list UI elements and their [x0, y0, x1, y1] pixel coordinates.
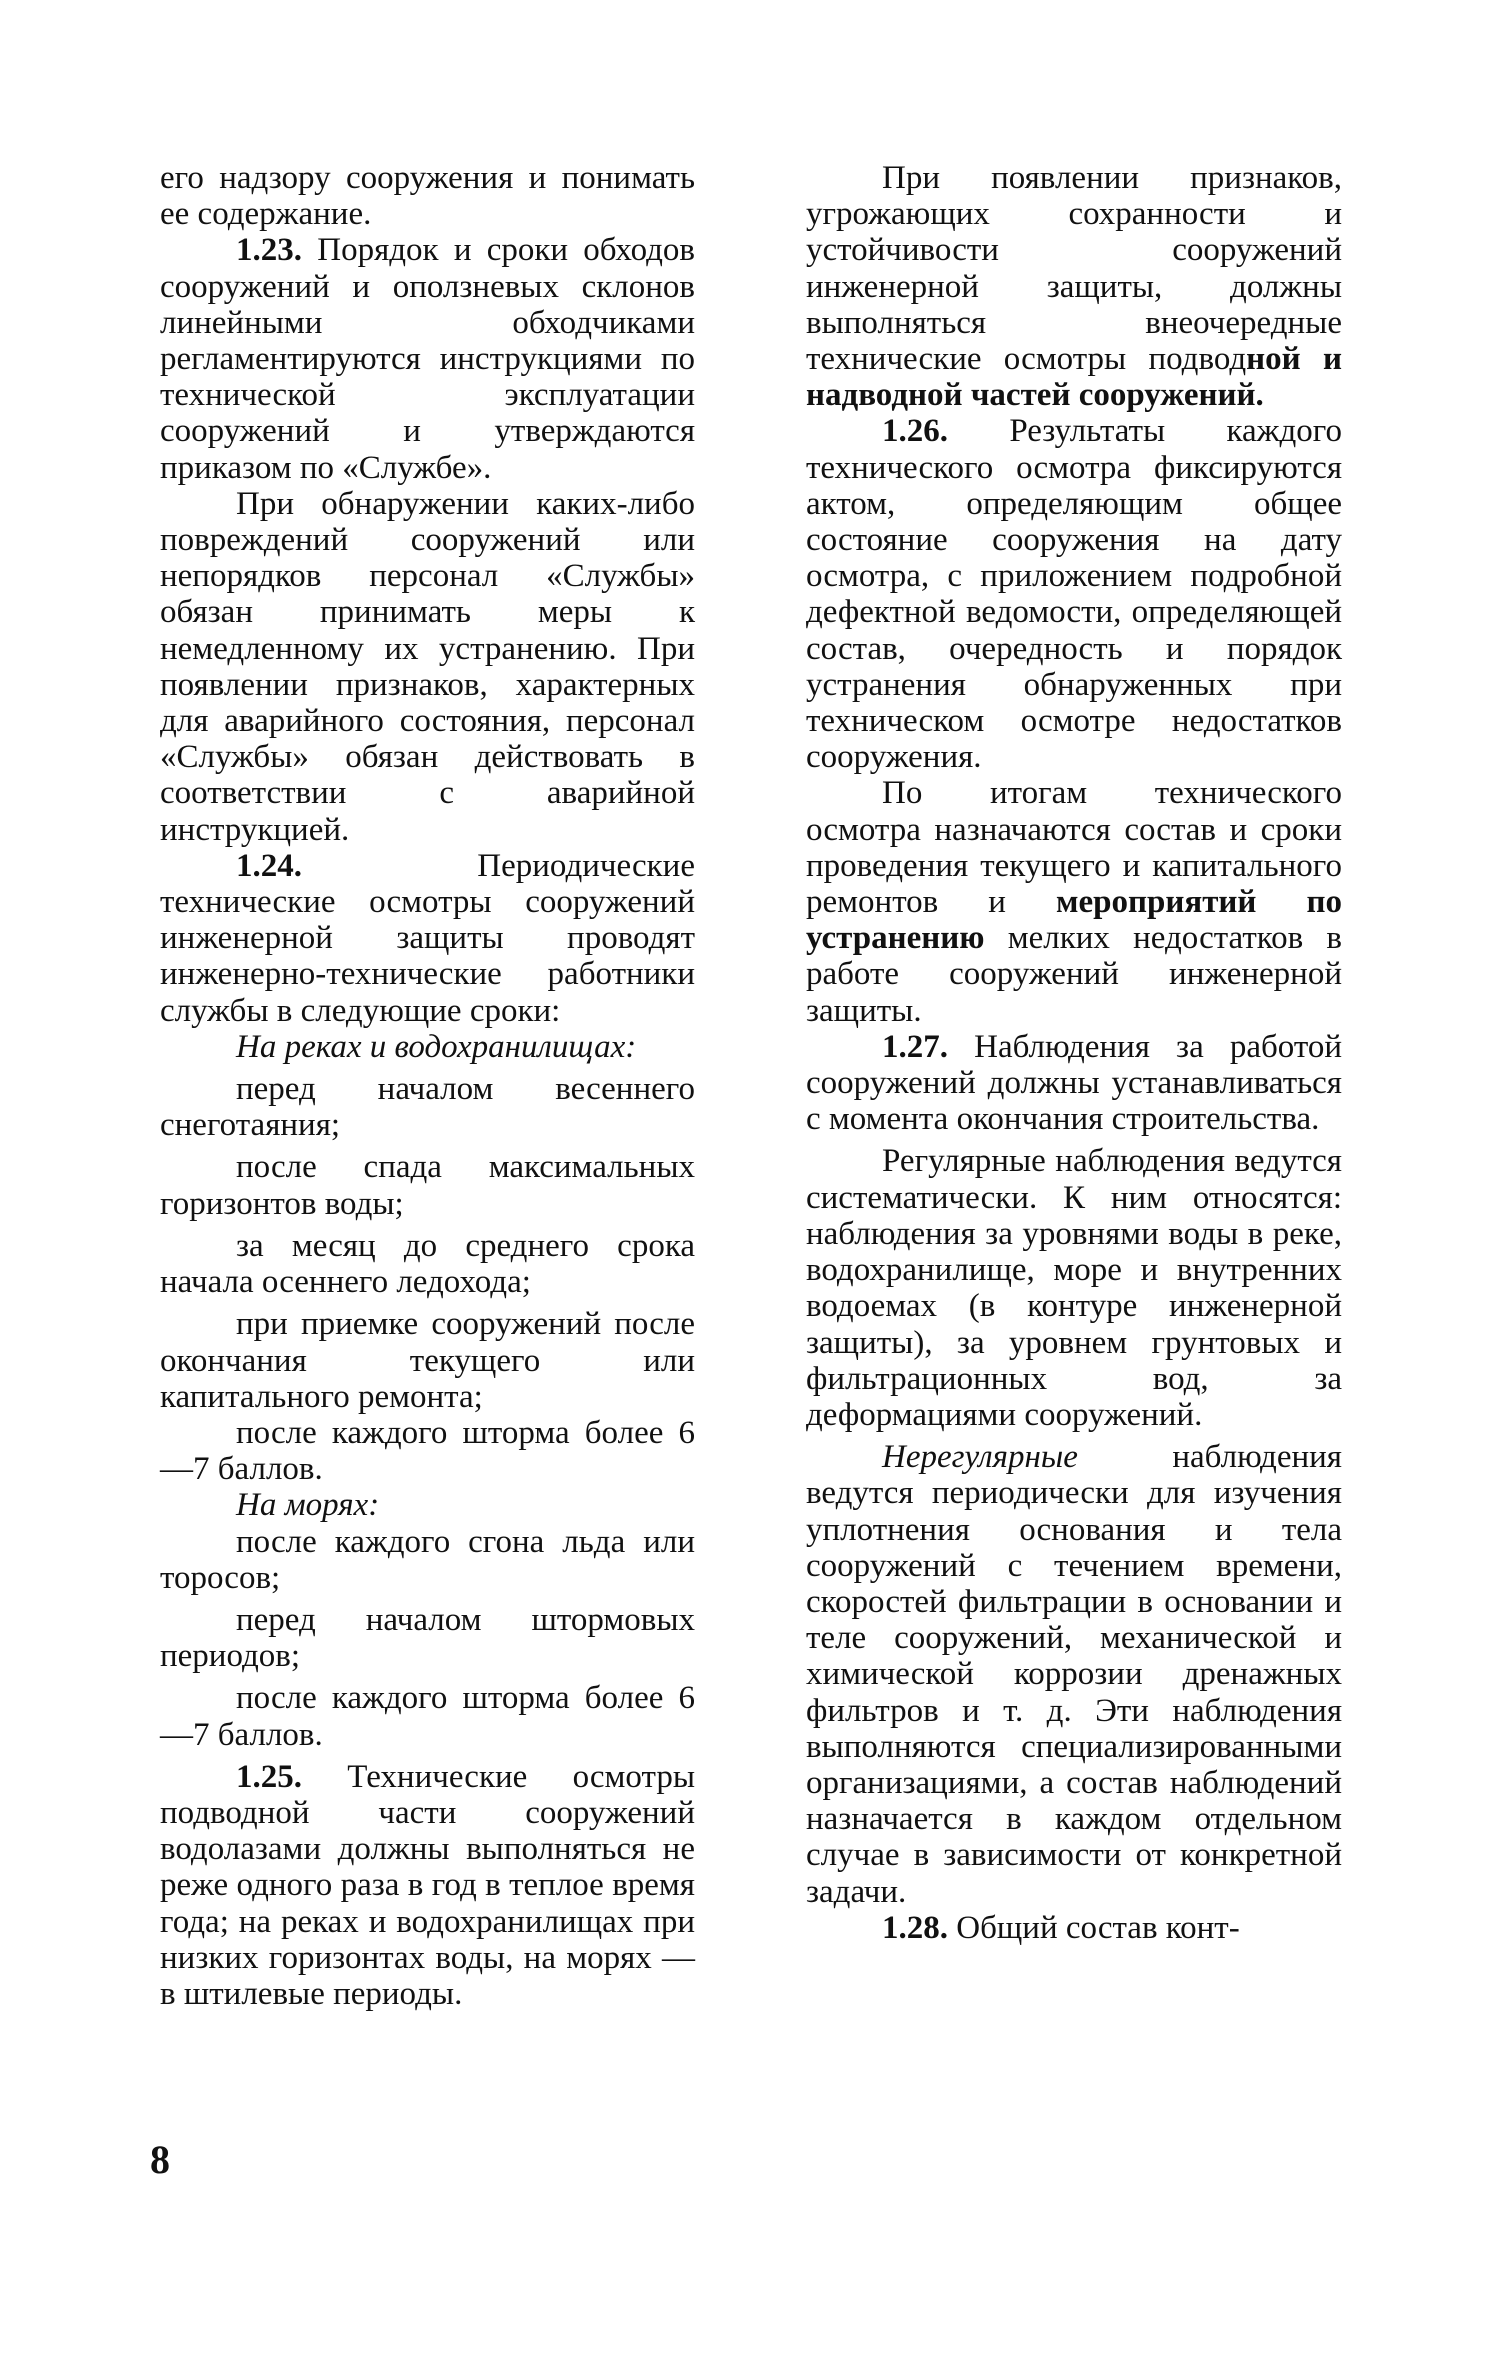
paragraph-text-bold: мероприятий по устранению [806, 884, 1342, 957]
paragraph-signs [806, 160, 1342, 413]
list-item: при приемке сооружений после окончания текущего или капитального ремонта; [160, 1306, 695, 1415]
list-item: перед началом весеннего снеготаяния; [160, 1071, 695, 1144]
seas-heading: На морях: [236, 1487, 380, 1524]
list-item: перед началом штормовых периодов; [160, 1601, 695, 1675]
section-number: 1.28. [882, 1909, 948, 1946]
paragraph-damage: При обнаружении каких-либо повреждений сооружений или непорядков персонал «Службы» обязан принимать меры к немедленному их устранению. При появлении признаков, характерных для аварийного состояния, персонал «Службы» обязан действовать в соответствии с аварийной инструкцией. [160, 485, 695, 848]
section-number: 1.26. [882, 413, 948, 450]
paragraph-text: мелких недостатков в работе сооружений инженерной защиты. [806, 920, 1342, 1029]
left-column [160, 160, 695, 2012]
paragraph-text-bold: ной и надводной частей сооружений. [806, 341, 1342, 414]
section-text: Периодические технические осмотры сооружений инженерной защиты проводят инженерно-технические работники службы в следующие сроки: [160, 847, 695, 1029]
section-1-24 [160, 848, 695, 1029]
right-column [806, 160, 1342, 1946]
paragraph-continuation: его надзору сооружения и понимать ее содержание. [160, 160, 695, 233]
section-text: Технические осмотры подводной части сооружений водолазами должны выполняться не реже одного раза в год в теплое время года; на реках и водохранилищах при низких горизонтах воды, на морях — в штилевые периоды. [160, 1758, 695, 2012]
section-1-25 [160, 1759, 695, 2012]
section-text: Общий состав конт- [948, 1909, 1240, 1946]
section-text: Порядок и сроки обходов сооружений и оползневых склонов линейными обходчиками регламентируются инструкциями по технической эксплуатации сооружений и утверждаются приказом по «Службе». [160, 232, 695, 486]
list-item: после спада максимальных горизонтов воды; [160, 1149, 695, 1222]
rivers-heading: На реках и водохранилищах: [236, 1028, 637, 1065]
paragraph-text: наблюдения ведутся периодически для изучения уплотнения основания и тела сооружений с течением времени, скоростей фильтрации в основании и теле сооружений, механической и химической коррозии дренажных фильтров и т. д. Эти наблюдения выполняются специализированными организациями, а состав наблюдений назначается в каждом отдельном случае в зависимости от конкретной задачи. [806, 1439, 1342, 1910]
section-1-26 [806, 413, 1342, 775]
section-1-23 [160, 232, 695, 485]
paragraph-irregular [806, 1439, 1342, 1910]
section-text: Наблюдения за работой сооружений должны устанавливаться с момента окончания строительства. [806, 1028, 1342, 1138]
section-1-27 [806, 1029, 1342, 1138]
list-item: после каждого сгона льда или торосов; [160, 1523, 695, 1596]
list-item: после каждого шторма более 6—7 баллов. [160, 1680, 695, 1753]
section-1-28 [806, 1910, 1342, 1946]
list-item: после каждого шторма более 6—7 баллов. [160, 1414, 695, 1488]
page-number: 8 [150, 2137, 170, 2182]
section-text: Результаты каждого технического осмотра фиксируются актом, определяющим общее состояние сооружения на дату осмотра, с приложением подробной дефектной ведомости, определяющей состав, очередность и порядок устранения обнаруженных при техническом осмотре недостатков сооружения. [806, 413, 1342, 776]
section-number: 1.25. [236, 1758, 302, 1795]
section-number: 1.24. [236, 847, 302, 884]
section-number: 1.23. [236, 232, 302, 269]
list-item: за месяц до среднего срока начала осеннего ледохода; [160, 1227, 695, 1301]
section-number: 1.27. [882, 1028, 948, 1065]
paragraph-text: По итогам технического осмотра назначаются состав и сроки проведения текущего и капитального ремонтов и [806, 775, 1342, 921]
paragraph-results [806, 775, 1342, 1028]
term-italic: Нерегулярные [882, 1439, 1078, 1476]
paragraph-text: При появлении признаков, угрожающих сохранности и устойчивости сооружений инженерной защиты, должны выполняться внеочередные технические осмотры подвод [806, 160, 1342, 378]
paragraph-regular: Регулярные наблюдения ведутся систематически. К ним относятся: наблюдения за уровнями воды в реке, водохранилище, море и внутренних водоемах (в контуре инженерной защиты), за уровнем грунтовых и фильтрационных вод, за деформациями сооружений. [806, 1143, 1342, 1433]
